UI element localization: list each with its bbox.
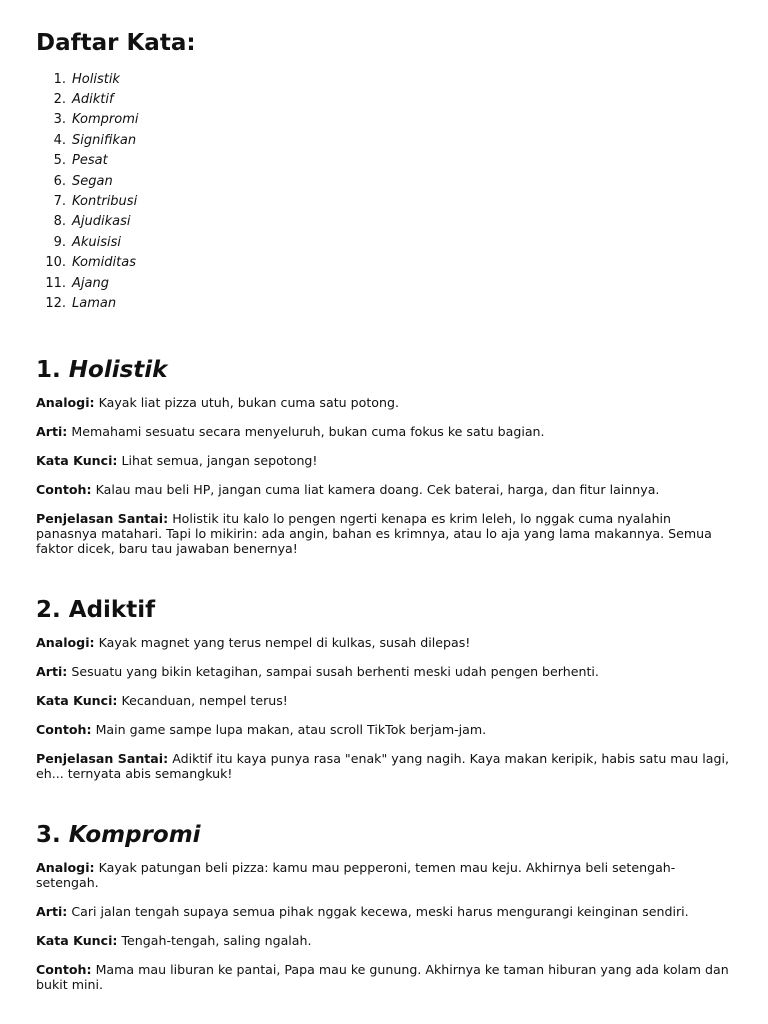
kata-kunci-label: Kata Kunci: bbox=[36, 932, 118, 948]
word-list bbox=[36, 70, 732, 315]
list-item bbox=[36, 70, 732, 90]
list-item-word: Segan bbox=[72, 173, 113, 189]
penjelasan-santai-text: Holistik itu kalo lo pengen ngerti kenapa es krim leleh, lo nggak cuma nyalahin panasnya matahari. Tapi lo mikirin: ada angin, bahan es krimnya, atau lo aja yang lama makannya. Semua faktor dicek, baru tau jawaban benernya! bbox=[36, 511, 712, 557]
list-item-word: Komiditas bbox=[72, 255, 136, 271]
list-item bbox=[36, 131, 732, 151]
list-item-word: Pesat bbox=[72, 153, 108, 169]
contoh-label: Contoh: bbox=[36, 961, 92, 977]
contoh-paragraph bbox=[36, 482, 732, 497]
list-item bbox=[36, 212, 732, 232]
arti-paragraph bbox=[36, 664, 732, 679]
list-item-number: 9. bbox=[53, 234, 66, 250]
list-item-number: 1. bbox=[53, 71, 66, 87]
list-item bbox=[36, 192, 732, 212]
list-item bbox=[36, 110, 732, 130]
section-heading bbox=[36, 821, 732, 850]
list-item bbox=[36, 274, 732, 294]
section-word: Kompromi bbox=[68, 821, 201, 848]
section-holistik bbox=[36, 356, 732, 556]
arti-label: Arti: bbox=[36, 424, 68, 440]
list-item bbox=[36, 172, 732, 192]
section-word: Adiktif bbox=[68, 597, 156, 624]
list-item-word: Signifikan bbox=[72, 132, 137, 148]
contoh-label: Contoh: bbox=[36, 721, 92, 737]
penjelasan-santai-label: Penjelasan Santai: bbox=[36, 511, 169, 527]
analogi-paragraph bbox=[36, 395, 732, 410]
list-item-number: 4. bbox=[53, 132, 66, 148]
penjelasan-santai-paragraph bbox=[36, 511, 732, 556]
list-item-number: 10. bbox=[45, 255, 66, 271]
kata-kunci-label: Kata Kunci: bbox=[36, 453, 118, 469]
list-item bbox=[36, 233, 732, 253]
arti-label: Arti: bbox=[36, 903, 68, 919]
kata-kunci-text: Lihat semua, jangan sepotong! bbox=[121, 453, 318, 469]
list-item-word: Ajudikasi bbox=[72, 214, 131, 230]
analogi-paragraph bbox=[36, 635, 732, 650]
contoh-text: Main game sampe lupa makan, atau scroll TikTok berjam-jam. bbox=[95, 721, 487, 737]
list-item-word: Holistik bbox=[72, 71, 120, 87]
kata-kunci-label: Kata Kunci: bbox=[36, 692, 118, 708]
arti-text: Cari jalan tengah supaya semua pihak nggak kecewa, meski harus mengurangi keinginan sendiri. bbox=[71, 903, 689, 919]
analogi-paragraph bbox=[36, 860, 732, 890]
arti-text: Sesuatu yang bikin ketagihan, sampai susah berhenti meski udah pengen berhenti. bbox=[71, 663, 599, 679]
penjelasan-santai-paragraph bbox=[36, 751, 732, 781]
list-item-number: 11. bbox=[45, 275, 66, 291]
kata-kunci-paragraph bbox=[36, 453, 732, 468]
analogi-label: Analogi: bbox=[36, 634, 95, 650]
arti-text: Memahami sesuatu secara menyeluruh, bukan cuma fokus ke satu bagian. bbox=[71, 424, 545, 440]
list-item-number: 3. bbox=[53, 112, 66, 128]
analogi-text: Kayak magnet yang terus nempel di kulkas, susah dilepas! bbox=[98, 634, 471, 650]
analogi-label: Analogi: bbox=[36, 395, 95, 411]
list-item-number: 5. bbox=[53, 153, 66, 169]
arti-paragraph bbox=[36, 424, 732, 439]
list-item bbox=[36, 90, 732, 110]
list-item-word: Laman bbox=[72, 296, 117, 312]
analogi-text: Kayak liat pizza utuh, bukan cuma satu potong. bbox=[98, 395, 399, 411]
penjelasan-santai-label: Penjelasan Santai: bbox=[36, 750, 169, 766]
kata-kunci-paragraph bbox=[36, 933, 732, 948]
analogi-text: Kayak patungan beli pizza: kamu mau pepperoni, temen mau keju. Akhirnya beli setengah-setengah. bbox=[36, 859, 676, 890]
arti-paragraph bbox=[36, 904, 732, 919]
word-list-title: Daftar Kata: bbox=[36, 30, 196, 56]
list-item-number: 12. bbox=[45, 296, 66, 312]
section-number: 3. bbox=[36, 821, 61, 848]
kata-kunci-text: Tengah-tengah, saling ngalah. bbox=[121, 932, 312, 948]
section-kompromi bbox=[36, 821, 732, 992]
contoh-text: Mama mau liburan ke pantai, Papa mau ke gunung. Akhirnya ke taman hiburan yang ada kolam dan bukit mini. bbox=[36, 961, 729, 992]
list-item bbox=[36, 294, 732, 314]
section-number: 1. bbox=[36, 357, 61, 384]
list-item-word: Kontribusi bbox=[72, 194, 138, 210]
contoh-paragraph bbox=[36, 962, 732, 992]
list-item-number: 7. bbox=[53, 194, 66, 210]
contoh-paragraph bbox=[36, 722, 732, 737]
list-item bbox=[36, 151, 732, 171]
kata-kunci-paragraph bbox=[36, 693, 732, 708]
section-word: Holistik bbox=[68, 357, 168, 384]
list-item-word: Kompromi bbox=[72, 112, 139, 128]
section-heading bbox=[36, 356, 732, 385]
penjelasan-santai-text: Adiktif itu kaya punya rasa "enak" yang nagih. Kaya makan keripik, habis satu mau lagi, eh... ternyata abis semangkuk! bbox=[36, 750, 729, 781]
kata-kunci-text: Kecanduan, nempel terus! bbox=[121, 692, 288, 708]
contoh-text: Kalau mau beli HP, jangan cuma liat kamera doang. Cek baterai, harga, dan fitur lainnya. bbox=[95, 482, 660, 498]
list-item-number: 8. bbox=[53, 214, 66, 230]
list-item-word: Adiktif bbox=[72, 92, 114, 107]
list-item-word: Ajang bbox=[72, 275, 109, 291]
arti-label: Arti: bbox=[36, 663, 68, 679]
section-number: 2. bbox=[36, 597, 61, 624]
contoh-label: Contoh: bbox=[36, 482, 92, 498]
analogi-label: Analogi: bbox=[36, 859, 95, 875]
list-item bbox=[36, 253, 732, 273]
list-item-number: 6. bbox=[53, 173, 66, 189]
section-adiktif bbox=[36, 596, 732, 781]
list-item-word: Akuisisi bbox=[72, 234, 122, 250]
list-item-number: 2. bbox=[53, 92, 66, 107]
section-heading bbox=[36, 596, 732, 625]
